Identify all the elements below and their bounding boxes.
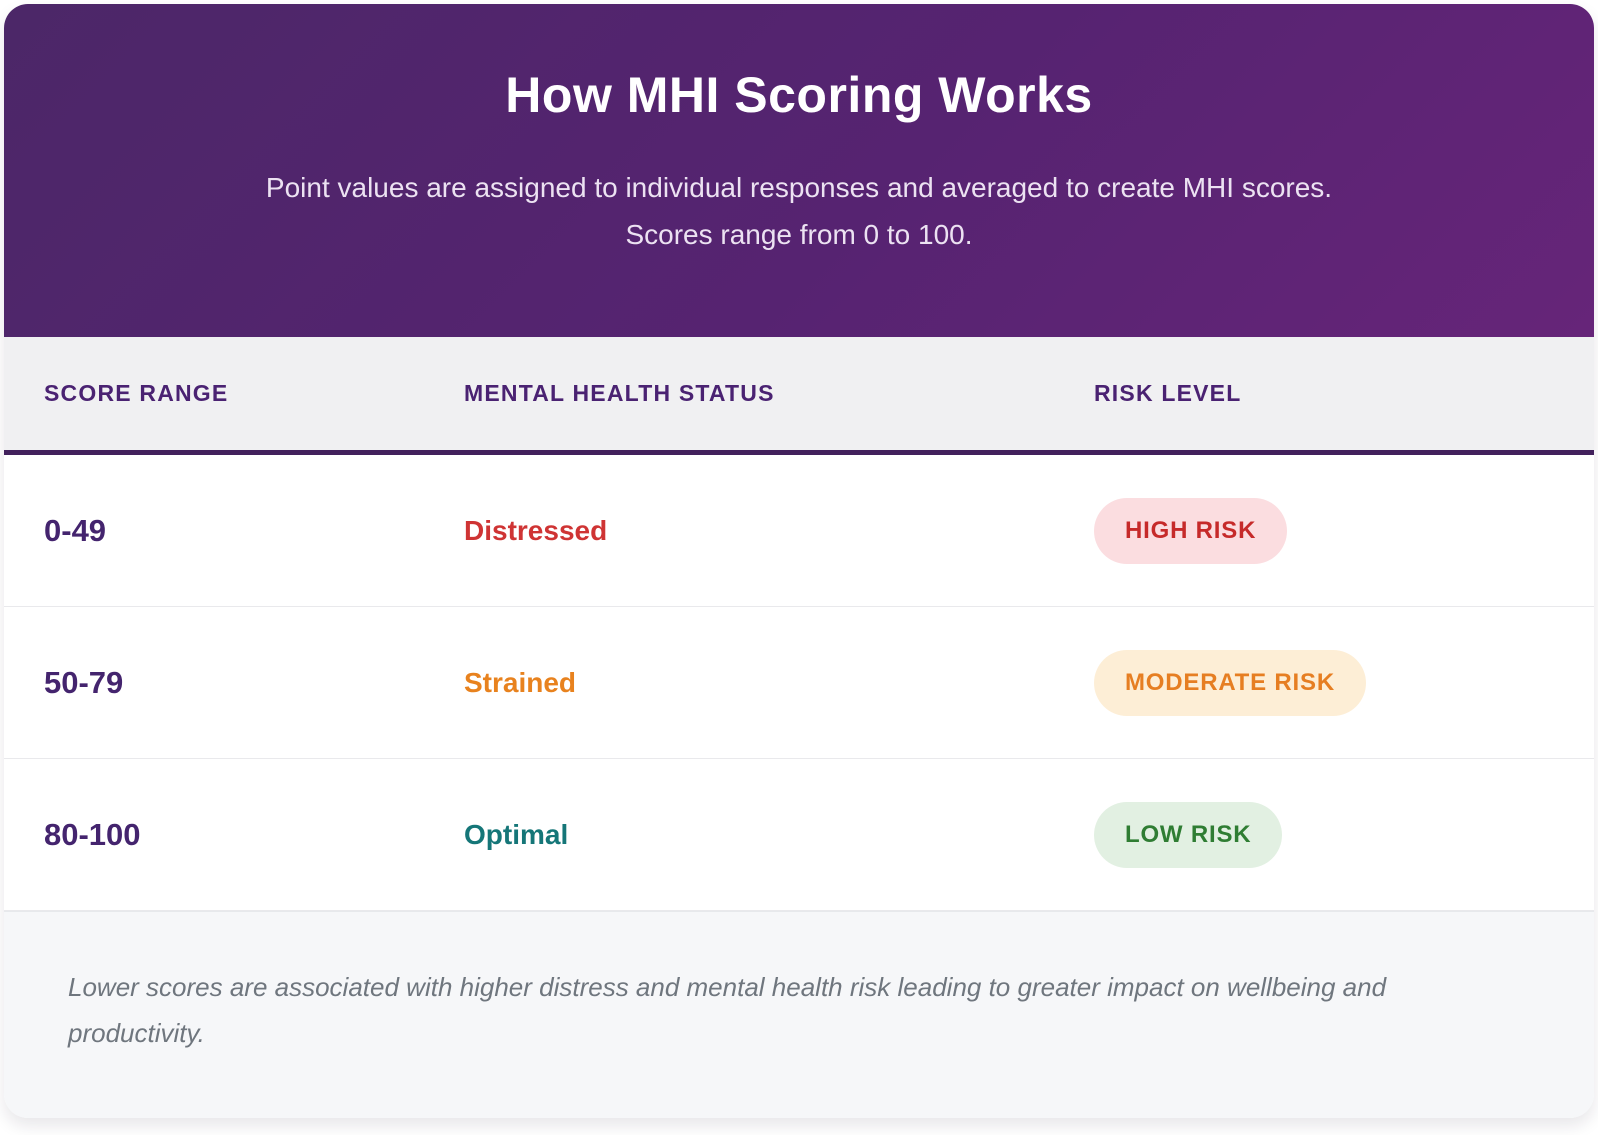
mhi-scoring-card — [4, 4, 1594, 1118]
column-header-mental-health-status: MENTAL HEALTH STATUS — [464, 380, 775, 406]
status-label: Optimal — [464, 818, 569, 850]
risk-badge-low: LOW RISK — [1094, 802, 1282, 868]
score-range-value: 50-79 — [44, 664, 124, 700]
table-row-optimal — [4, 759, 1594, 911]
status-label: Strained — [464, 666, 577, 698]
table-row-distressed — [4, 455, 1594, 607]
page-title: How MHI Scoring Works — [505, 67, 1093, 123]
status-label: Distressed — [464, 514, 608, 546]
column-header-score-range: SCORE RANGE — [44, 380, 229, 406]
score-range-value: 80-100 — [44, 816, 141, 852]
risk-badge-high: HIGH RISK — [1094, 498, 1287, 564]
risk-badge-moderate: MODERATE RISK — [1094, 650, 1366, 716]
footer-note-section — [4, 911, 1594, 1118]
footer-note-text: Lower scores are associated with higher distress and mental health risk leading to greater impact on wellbeing and productivity. — [68, 972, 1387, 1048]
table-header-row — [4, 337, 1594, 455]
column-header-risk-level: RISK LEVEL — [1094, 380, 1242, 406]
hero-banner — [4, 4, 1594, 337]
score-range-value: 0-49 — [44, 512, 107, 548]
table-row-strained — [4, 607, 1594, 759]
page-subtitle: Point values are assigned to individual responses and averaged to create MHI scores. Scores range from 0 to 100. — [265, 172, 1333, 250]
